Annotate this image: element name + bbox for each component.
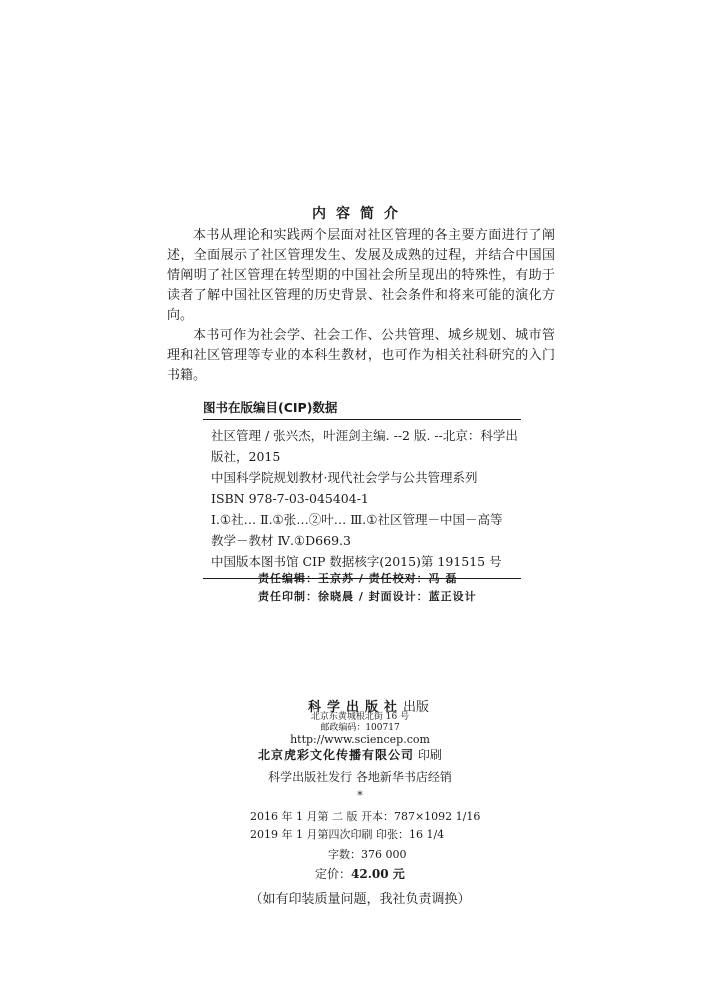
printer-name: 北京虎彩文化传播有限公司 [258,748,415,762]
printer-suffix: 印刷 [417,748,442,762]
price-value: 42.00 元 [351,867,405,881]
postcode: 邮政编码：100717 [320,723,400,733]
publisher-url: http://www.sciencep.com [290,733,430,746]
cip-line: 教学－教材 Ⅳ.①D669.3 [211,533,351,548]
publisher-address [0,712,720,734]
quality-note: （如有印装质量问题，我社负责调换） [249,892,471,907]
word-count: 字数：376 000 [328,848,407,861]
credits-editors: 责任编辑：王京苏 / 责任校对：冯 磊 [258,572,458,585]
address: 北京东黄城根北街 16 号 [310,712,410,722]
price-label: 定价： [315,867,352,881]
separator-star: * [357,789,363,802]
synopsis-paragraph-1: 本书从理论和实践两个层面对社区管理的各主要方面进行了阐述，全面展示了社区管理发生、发展及成熟的过程，并结合中国国情阐明了社区管理在转型期的中国社会所呈现出的特殊性，有助于读者了解中国社区管理的历史背景、社会条件和将来可能的演化方向。 [167,228,555,323]
synopsis-paragraph-2: 本书可作为社会学、社会工作、公共管理、城乡规划、城市管理和社区管理等专业的本科生教材，也可作为相关社科研究的入门书籍。 [167,328,555,383]
synopsis-title: 内容简介 [312,206,408,222]
cip-header: 图书在版编目(CIP)数据 [203,398,521,420]
price [315,865,405,882]
cip-line: Ⅰ.①社… Ⅱ.①张…②叶… Ⅲ.①社区管理－中国－高等 [211,512,503,527]
edition-line-2: 2019 年 1 月第四次印刷 印张：16 1/4 [250,828,445,841]
publisher-name: 科学出版社 [308,700,404,715]
cip-body [203,420,521,579]
cip-block [203,398,521,579]
cip-line: ISBN 978-7-03-045404-1 [211,491,369,506]
cip-line: 社区管理 / 张兴杰，叶涯剑主编. --2 版. --北京：科学出 [211,428,518,443]
edition-line-1: 2016 年 1 月第 二 版 开本：787×1092 1/16 [250,810,481,823]
credits [258,570,477,606]
synopsis [167,226,555,386]
cip-line: 中国版本图书馆 CIP 数据核字(2015)第 191515 号 [211,554,502,569]
cip-line: 中国科学院规划教材·现代社会学与公共管理系列 [211,470,478,485]
publisher-suffix: 出版 [403,700,430,715]
cip-line: 版社，2015 [211,449,281,464]
distribution: 科学出版社发行 各地新华书店经销 [268,770,452,784]
credits-production: 责任印制：徐晓晨 / 封面设计：蓝正设计 [258,590,477,603]
printer-line [258,746,442,763]
